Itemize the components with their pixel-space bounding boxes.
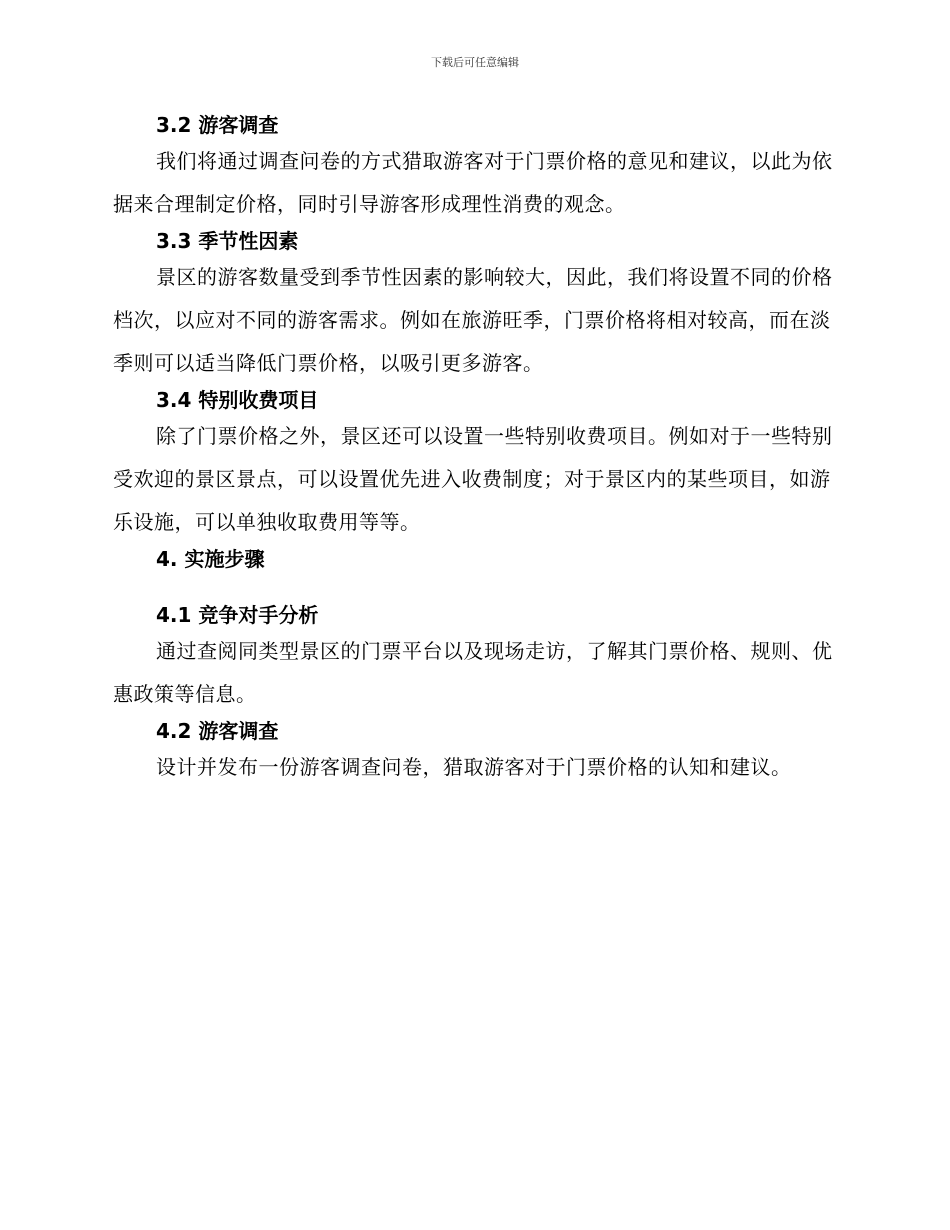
- page-header-note: 下载后可任意编辑: [431, 56, 519, 69]
- section-heading: 4.2 游客调查: [156, 719, 279, 743]
- section-paragraph: 除了门票价格之外，景区还可以设置一些特别收费项目。例如对于一些特别受欢迎的景区景点，可以设置优先进入收费制度；对于景区内的某些项目，如游乐设施，可以单独收取费用等等。: [113, 424, 833, 534]
- section-heading: 3.3 季节性因素: [156, 229, 299, 253]
- section-paragraph: 景区的游客数量受到季节性因素的影响较大，因此，我们将设置不同的价格档次，以应对不同的游客需求。例如在旅游旺季，门票价格将相对较高，而在淡季则可以适当降低门票价格，以吸引更多游客。: [113, 265, 833, 375]
- section-heading: 4.1 竞争对手分析: [156, 603, 319, 627]
- section-paragraph: 通过查阅同类型景区的门票平台以及现场走访，了解其门票价格、规则、优惠政策等信息。: [113, 639, 833, 706]
- section-heading: 3.2 游客调查: [156, 113, 279, 137]
- section-heading: 4. 实施步骤: [156, 547, 265, 571]
- section-paragraph: 我们将通过调查问卷的方式猎取游客对于门票价格的意见和建议，以此为依据来合理制定价格，同时引导游客形成理性消费的观念。: [113, 149, 833, 216]
- section-paragraph: 设计并发布一份游客调查问卷，猎取游客对于门票价格的认知和建议。: [156, 755, 792, 779]
- document-body: [113, 110, 837, 789]
- section-heading: 3.4 特别收费项目: [156, 388, 319, 412]
